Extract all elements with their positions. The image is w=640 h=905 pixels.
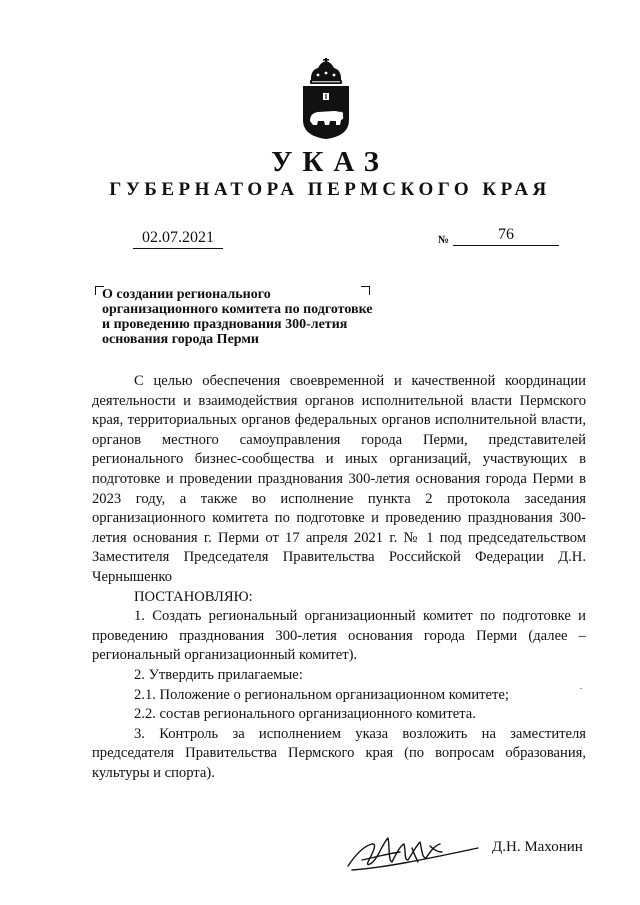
document-subtitle: ГУБЕРНАТОРА ПЕРМСКОГО КРАЯ (109, 179, 551, 200)
subject-line: организационного комитета по подготовке (102, 302, 373, 317)
decree-subject (102, 287, 422, 347)
item-2: 2. Утвердить прилагаемые: (134, 666, 303, 683)
subject-line: основания города Перми (102, 332, 259, 347)
item-1: 1. Создать региональный организационный комитет по подготовке и проведению празднования 300-летия основания города Перми (далее – региональный организационный комитет). (92, 608, 586, 664)
document-title: УКАЗ (271, 146, 389, 178)
number-sign: № (438, 234, 450, 246)
item-2-1: 2.1. Положение о региональном организационном комитете; (134, 686, 509, 703)
subject-line: и проведению празднования 300-летия (102, 317, 348, 332)
preamble-paragraph: С целью обеспечения своевременной и качественной координации деятельности и взаимодействия органов исполнительной власти Пермского края, территориальных органов федеральных органов исполнительной власти, органов местного самоуправления города Перми, представителей регионального бизнес-сообщества и иных организаций, участвующих в подготовке и проведении празднования 300-летия основания города Перми в 2023 году, а также во исполнение пункта 2 протокола заседания организационного комитета по подготовке и проведению празднования 300-летия основания г. Перми от 17 апреля 2021 г. № 1 под председательством Заместителя Председателя Правительства Российской Федерации Д.Н. Чернышенко (92, 373, 586, 585)
item-2-2: 2.2. состав регионального организационного комитета. (134, 706, 476, 723)
handwritten-signature (342, 824, 482, 876)
decree-date: 02.07.2021 (133, 229, 223, 249)
item-3: 3. Контроль за исполнением указа возложить на заместителя председателя Правительства Пермского края (по вопросам образования, культуры и спорта). (92, 725, 586, 781)
scan-speck (580, 688, 582, 689)
subject-line: О создании регионального (102, 287, 271, 302)
decree-body (92, 372, 586, 783)
signer-name: Д.Н. Махонин (492, 839, 583, 855)
resolve-heading: ПОСТАНОВЛЯЮ: (134, 588, 253, 605)
decree-number: 76 (453, 226, 559, 246)
coat-of-arms-icon (298, 58, 354, 140)
